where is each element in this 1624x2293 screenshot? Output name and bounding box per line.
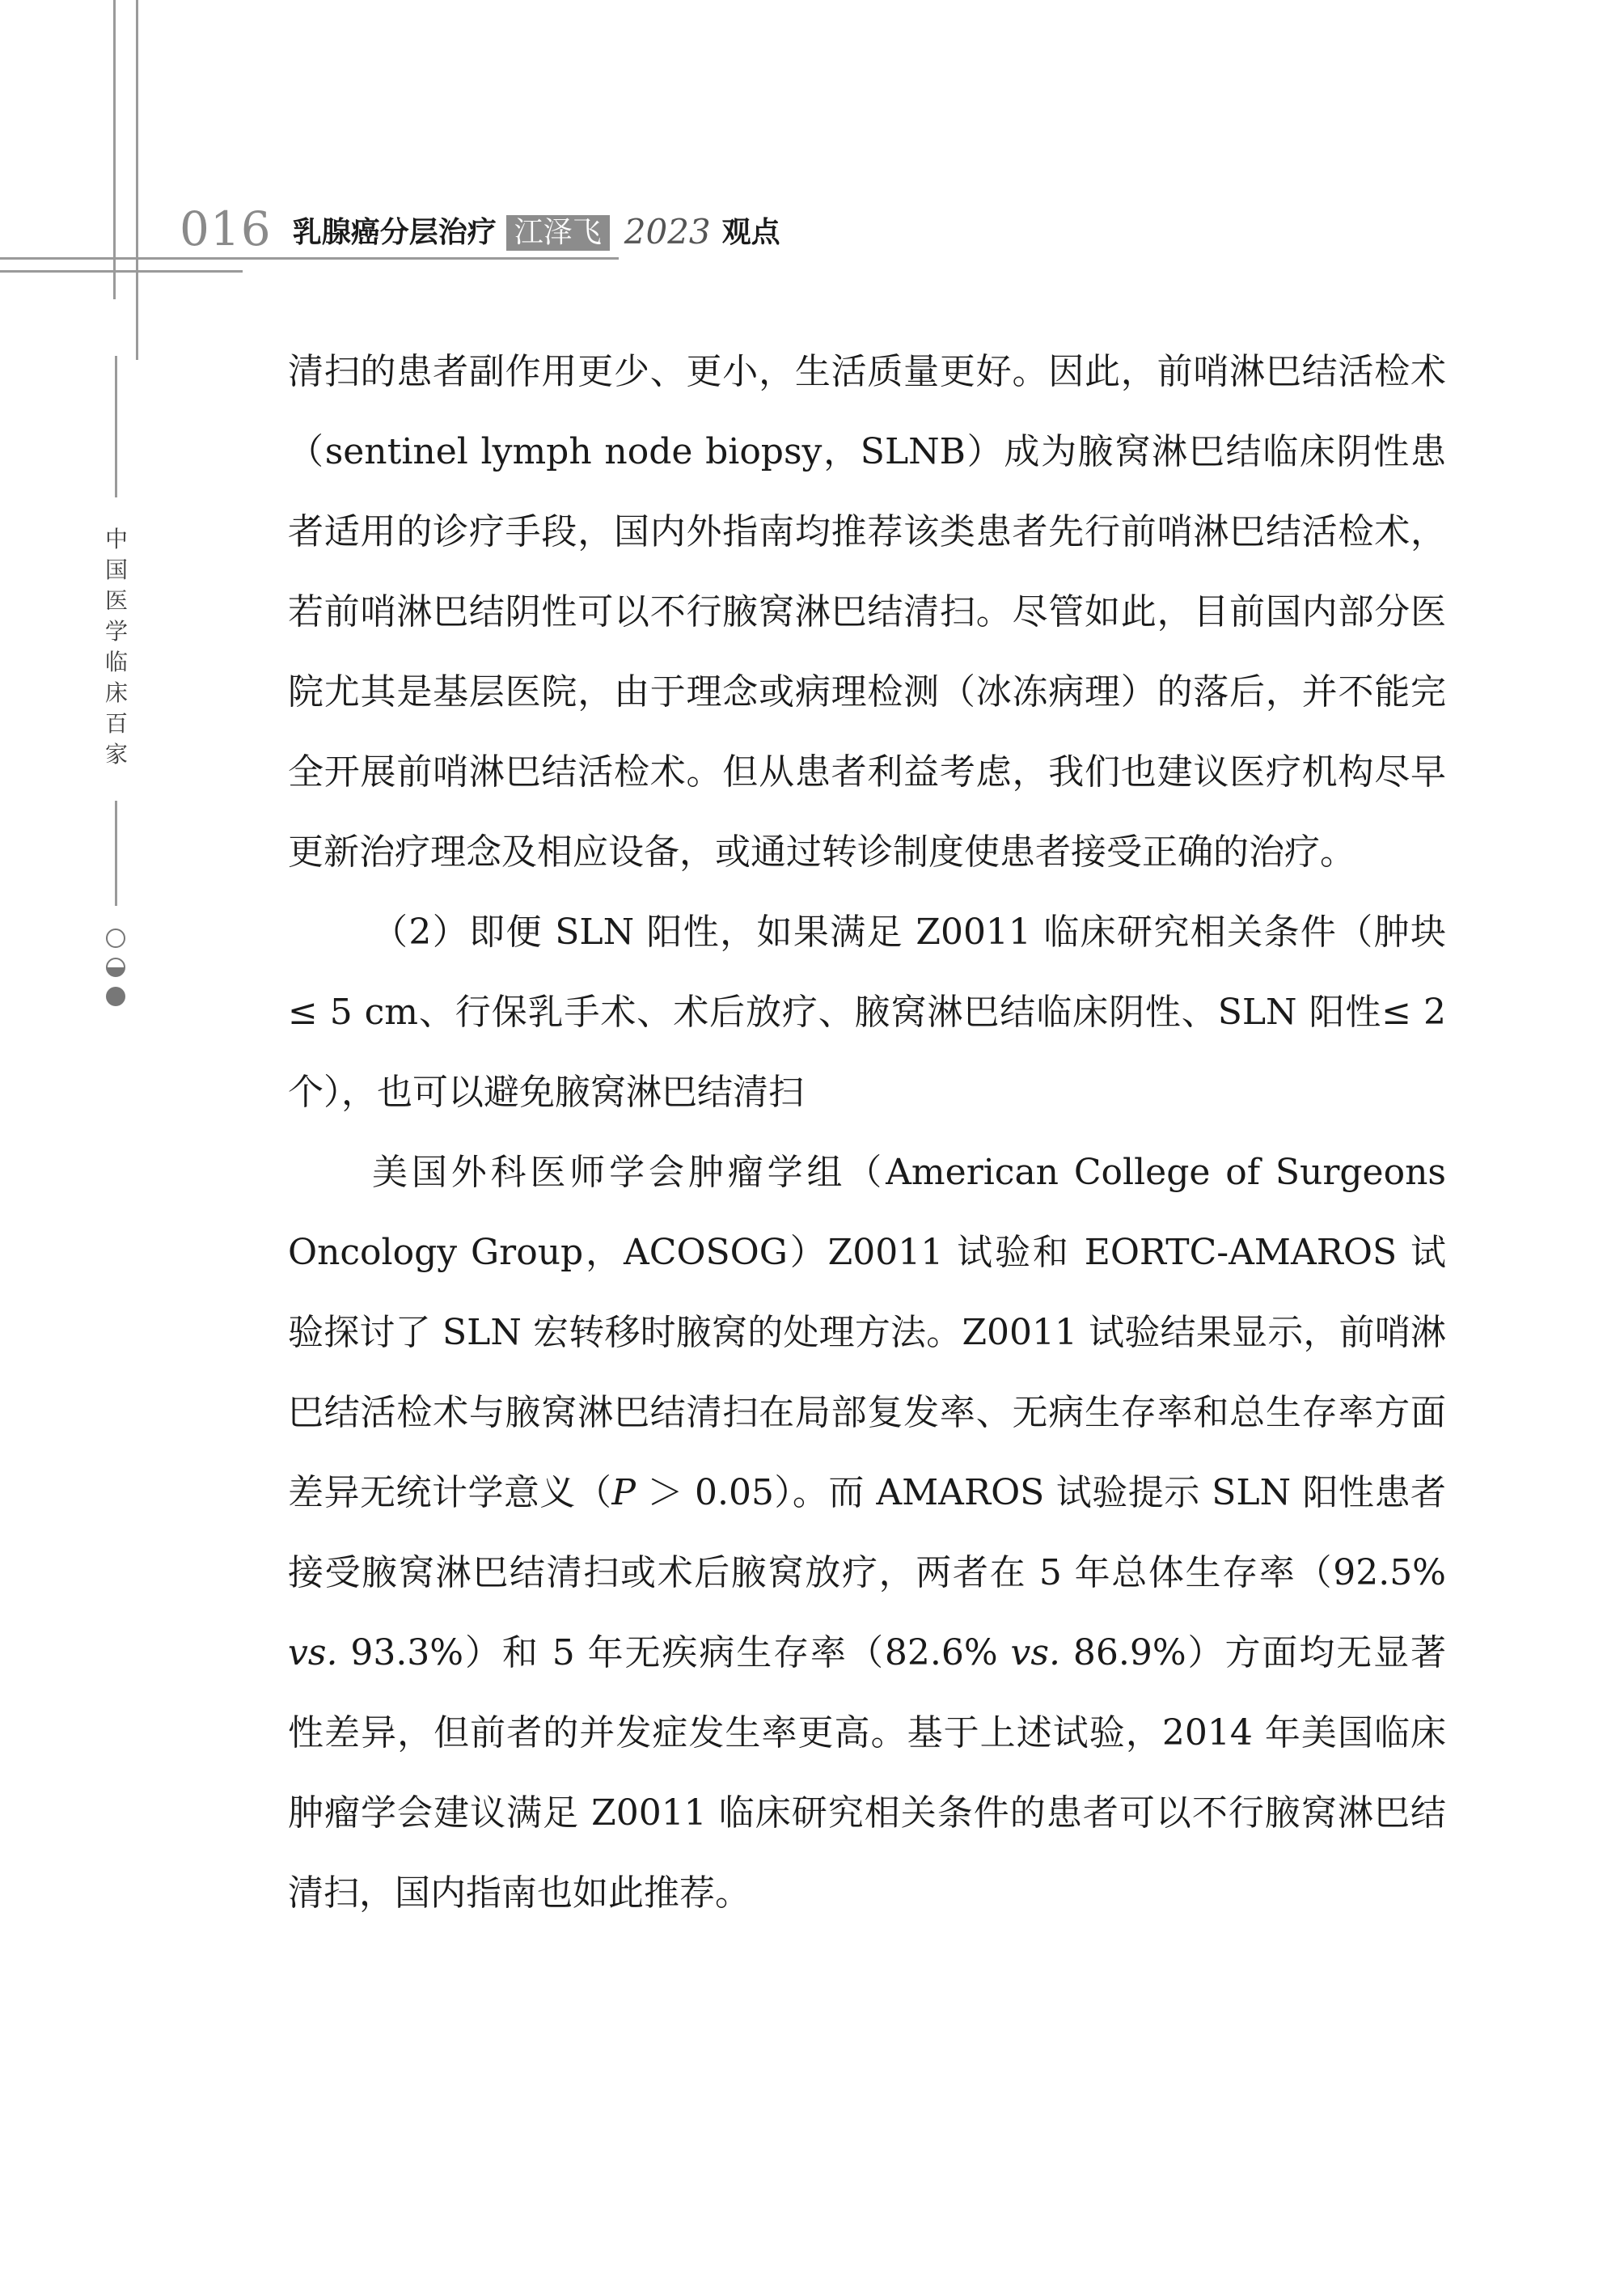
- edition-year: 2023: [624, 212, 711, 252]
- running-header: [180, 188, 780, 256]
- author-tag: 江泽飞: [506, 215, 610, 251]
- book-title: 乳腺癌分层治疗: [292, 216, 497, 249]
- paragraph-heading: （2）即便 SLN 阳性，如果满足 Z0011 临床研究相关条件（肿块≤ 5 cm、行保乳手术、术后放疗、腋窝淋巴结临床阴性、SLN 阳性≤ 2 个），也可以避免腋窝淋巴结清扫: [288, 912, 1446, 1113]
- sidebar-line: [115, 356, 117, 497]
- text-run: 86.9%）方面均无显著性差异，但前者的并发症发生率更高。基于上述试验，2014 年美国临床肿瘤学会建议满足 Z0011 临床研究相关条件的患者可以不行腋窝淋巴结清扫，国内指南也如此推荐。: [288, 1632, 1447, 1914]
- series-name: 中国医学临床百家: [104, 526, 128, 768]
- body-text: [288, 332, 1446, 1933]
- filled-circle-icon: [106, 987, 125, 1006]
- paragraph: 清扫的患者副作用更少、更小，生活质量更好。因此，前哨淋巴结活检术（sentinel lymph node biopsy，SLNB）成为腋窝淋巴结临床阴性患者适用的诊疗手段，国内外指南均推荐该类患者先行前哨淋巴结活检术，若前哨淋巴结阴性可以不行腋窝淋巴结清扫。尽管如此，目前国内部分医院尤其是基层医院，由于理念或病理检测（冰冻病理）的落后，并不能完全开展前哨淋巴结活检术。但从患者利益考虑，我们也建议医疗机构尽早更新治疗理念及相应设备，或通过转诊制度使患者接受正确的治疗。: [288, 351, 1446, 873]
- empty-circle-icon: [106, 929, 125, 948]
- half-circle-icon: [106, 958, 125, 977]
- decorative-vertical-line: [113, 0, 116, 299]
- decorative-vertical-line: [136, 0, 138, 360]
- header-rule: [0, 270, 243, 273]
- p-value-symbol: P: [611, 1472, 636, 1513]
- text-run: ＞ 0.05）。而 AMAROS 试验提示 SLN 阳性患者接受腋窝淋巴结清扫或术后腋窝放疗，两者在 5 年总体生存率（92.5%: [288, 1472, 1447, 1593]
- title-suffix: 观点: [721, 216, 780, 249]
- page-number: 016: [180, 201, 272, 256]
- paragraph: [288, 1132, 1446, 1933]
- text-run: 93.3%）和 5 年无疾病生存率（82.6%: [337, 1632, 1011, 1673]
- header-rule: [0, 257, 619, 260]
- sidebar-line: [115, 801, 117, 906]
- text-run: 美国外科医师学会肿瘤学组（American College of Surgeons Oncology Group，ACOSOG）Z0011 试验和 EORTC-AMAROS 试验探讨了 SLN 宏转移时腋窝的处理方法。Z0011 试验结果显示，前哨淋巴结活检术与腋窝淋巴结清扫在局部复发率、无病生存率和总生存率方面差异无统计学意义（: [288, 1152, 1446, 1513]
- versus-abbrev: vs.: [1010, 1632, 1060, 1673]
- versus-abbrev: vs.: [288, 1632, 338, 1673]
